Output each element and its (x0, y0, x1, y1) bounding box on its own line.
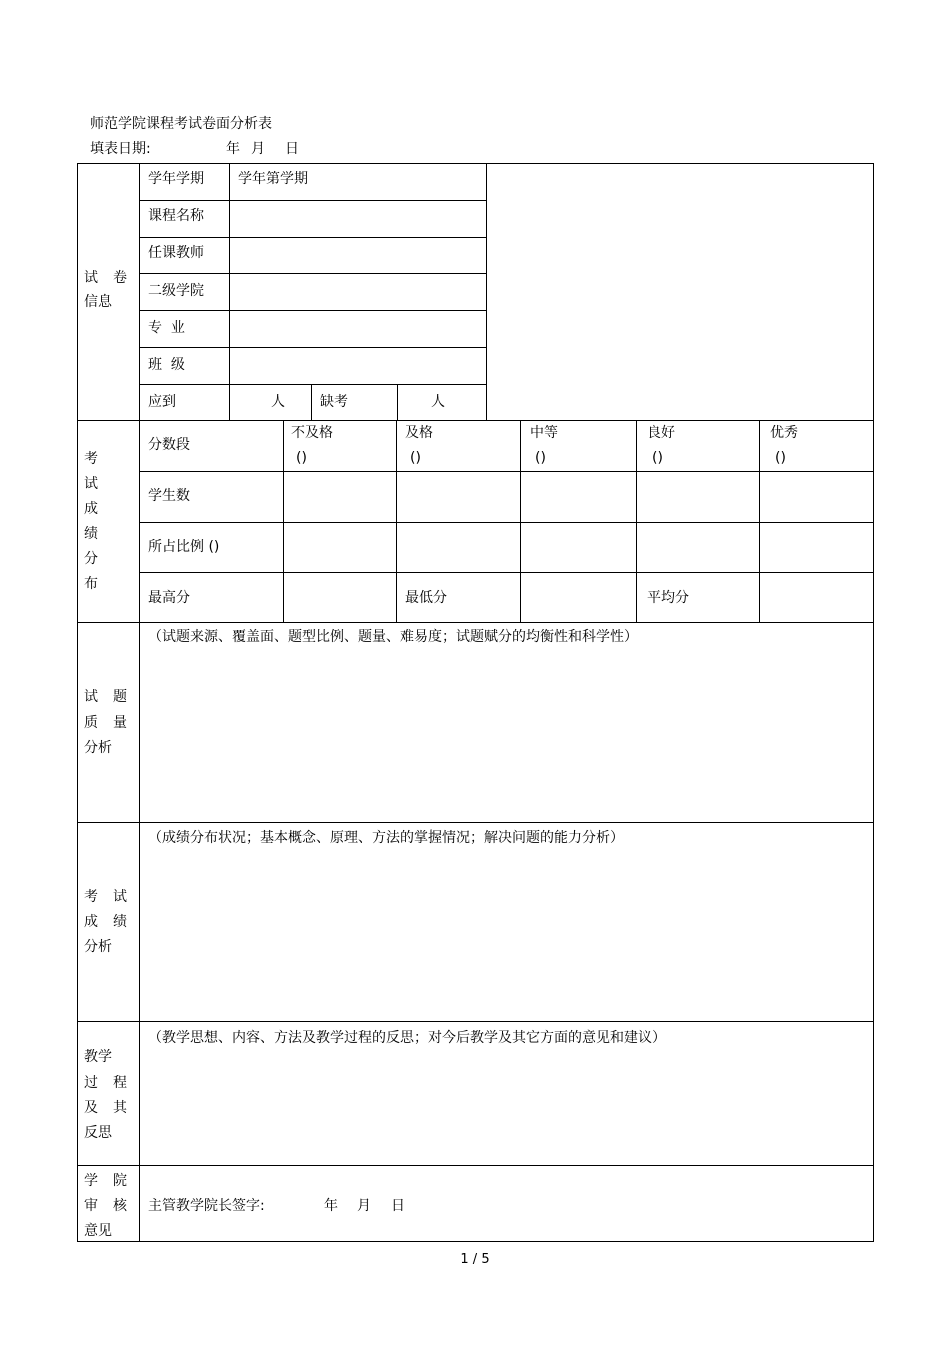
label-score-band: 分数段 (148, 437, 190, 453)
review-header-char-4: 核 (113, 1198, 127, 1214)
label-max-score: 最高分 (148, 590, 190, 606)
score-col-divider (283, 420, 284, 622)
info-header-line-2: 信息 (84, 294, 112, 310)
result-note: （成绩分布状况；基本概念、原理、方法的掌握情况；解决问题的能力分析） (148, 830, 624, 846)
review-header-line-3: 意见 (84, 1223, 112, 1239)
fill-date-label: 填表日期: (90, 141, 151, 157)
band-fail-label: 不及格 (291, 425, 333, 441)
score-header-char-3: 成 (84, 501, 98, 517)
label-term: 学年学期 (148, 171, 204, 187)
quality-header-char-3: 质 (84, 715, 98, 731)
result-header-char-4: 绩 (113, 914, 127, 930)
score-col-divider (520, 420, 521, 622)
label-teacher: 任课教师 (148, 245, 204, 261)
info-row-divider (139, 384, 486, 385)
label-student-count: 学生数 (148, 488, 190, 504)
teaching-header-line-4: 反思 (84, 1125, 112, 1141)
label-avg-score: 平均分 (647, 590, 689, 606)
label-expected: 应到 (148, 394, 176, 410)
page-number: 1 / 5 (460, 1252, 490, 1267)
unit-absent: 人 (431, 394, 445, 410)
signature-year: 年 (324, 1198, 338, 1214)
teaching-note: （教学思想、内容、方法及教学过程的反思；对今后教学及其它方面的意见和建议） (148, 1030, 666, 1046)
info-label-divider (229, 163, 230, 420)
label-major: 专 业 (148, 320, 185, 336)
value-term[interactable]: 学年第学期 (238, 171, 308, 187)
teaching-header-char-4: 其 (113, 1100, 127, 1116)
info-row-divider (139, 200, 486, 201)
document-title: 师范学院课程考试卷面分析表 (90, 116, 272, 132)
table-divider (77, 1165, 874, 1166)
teaching-header-char-1: 过 (84, 1075, 98, 1091)
signature-day: 日 (391, 1198, 405, 1214)
attendance-divider (397, 384, 398, 420)
label-course-name: 课程名称 (148, 208, 204, 224)
teaching-header-char-3: 及 (84, 1100, 98, 1116)
score-col-divider (396, 420, 397, 622)
result-header-char-1: 考 (84, 889, 98, 905)
label-min-score: 最低分 (405, 590, 447, 606)
score-header-char-5: 分 (84, 551, 98, 567)
score-header-char-6: 布 (84, 576, 98, 592)
info-right-divider (486, 163, 487, 420)
review-header-char-3: 审 (84, 1198, 98, 1214)
score-header-char-4: 绩 (84, 526, 98, 542)
fill-date-day: 日 (285, 141, 299, 157)
unit-expected: 人 (271, 394, 285, 410)
score-row-divider (139, 471, 873, 472)
band-excellent-label: 优秀 (770, 425, 798, 441)
quality-header-char-4: 量 (113, 715, 127, 731)
score-col-divider (759, 420, 760, 622)
band-medium-label: 中等 (530, 425, 558, 441)
table-divider (77, 622, 874, 623)
result-header-char-3: 成 (84, 914, 98, 930)
table-border-left (77, 163, 78, 1242)
table-border-bottom (77, 1241, 874, 1242)
result-header-char-2: 试 (113, 889, 127, 905)
quality-header-char-1: 试 (84, 689, 98, 705)
info-row-divider (139, 310, 486, 311)
score-header-char-2: 试 (84, 476, 98, 492)
score-row-divider (139, 572, 873, 573)
table-divider (77, 420, 874, 421)
info-header-char-2: 卷 (113, 270, 127, 286)
band-pass-label: 及格 (405, 425, 433, 441)
quality-header-char-2: 题 (113, 689, 127, 705)
label-class: 班 级 (148, 357, 185, 373)
band-excellent-range: () (775, 450, 786, 466)
fill-date-year: 年 (226, 141, 240, 157)
score-col-divider (636, 420, 637, 622)
band-pass-range: () (410, 450, 421, 466)
signature-month: 月 (357, 1198, 371, 1214)
band-medium-range: () (535, 450, 546, 466)
review-header-char-1: 学 (84, 1173, 98, 1189)
fill-date-month: 月 (251, 141, 265, 157)
teaching-header-char-2: 程 (113, 1075, 127, 1091)
result-header-line-3: 分析 (84, 939, 112, 955)
info-row-divider (139, 273, 486, 274)
band-good-label: 良好 (647, 425, 675, 441)
table-divider (77, 822, 874, 823)
label-absent: 缺考 (320, 394, 348, 410)
score-row-divider (139, 522, 873, 523)
quality-note: （试题来源、覆盖面、题型比例、题量、难易度；试题赋分的均衡性和科学性） (148, 629, 638, 645)
info-row-divider (139, 347, 486, 348)
score-header-char-1: 考 (84, 451, 98, 467)
table-border-top (77, 163, 874, 164)
table-border-right (873, 163, 874, 1242)
table-header-column-divider (139, 163, 140, 1242)
band-good-range: () (652, 450, 663, 466)
signature-label: 主管教学院长签字: (148, 1198, 265, 1214)
info-row-divider (139, 237, 486, 238)
label-ratio: 所占比例 () (148, 539, 220, 555)
review-header-char-2: 院 (113, 1173, 127, 1189)
quality-header-line-3: 分析 (84, 740, 112, 756)
attendance-divider (311, 384, 312, 420)
band-fail-range: () (296, 450, 307, 466)
teaching-header-line-1: 教学 (84, 1049, 112, 1065)
label-college: 二级学院 (148, 283, 204, 299)
info-header-char-1: 试 (84, 270, 98, 286)
table-divider (77, 1021, 874, 1022)
